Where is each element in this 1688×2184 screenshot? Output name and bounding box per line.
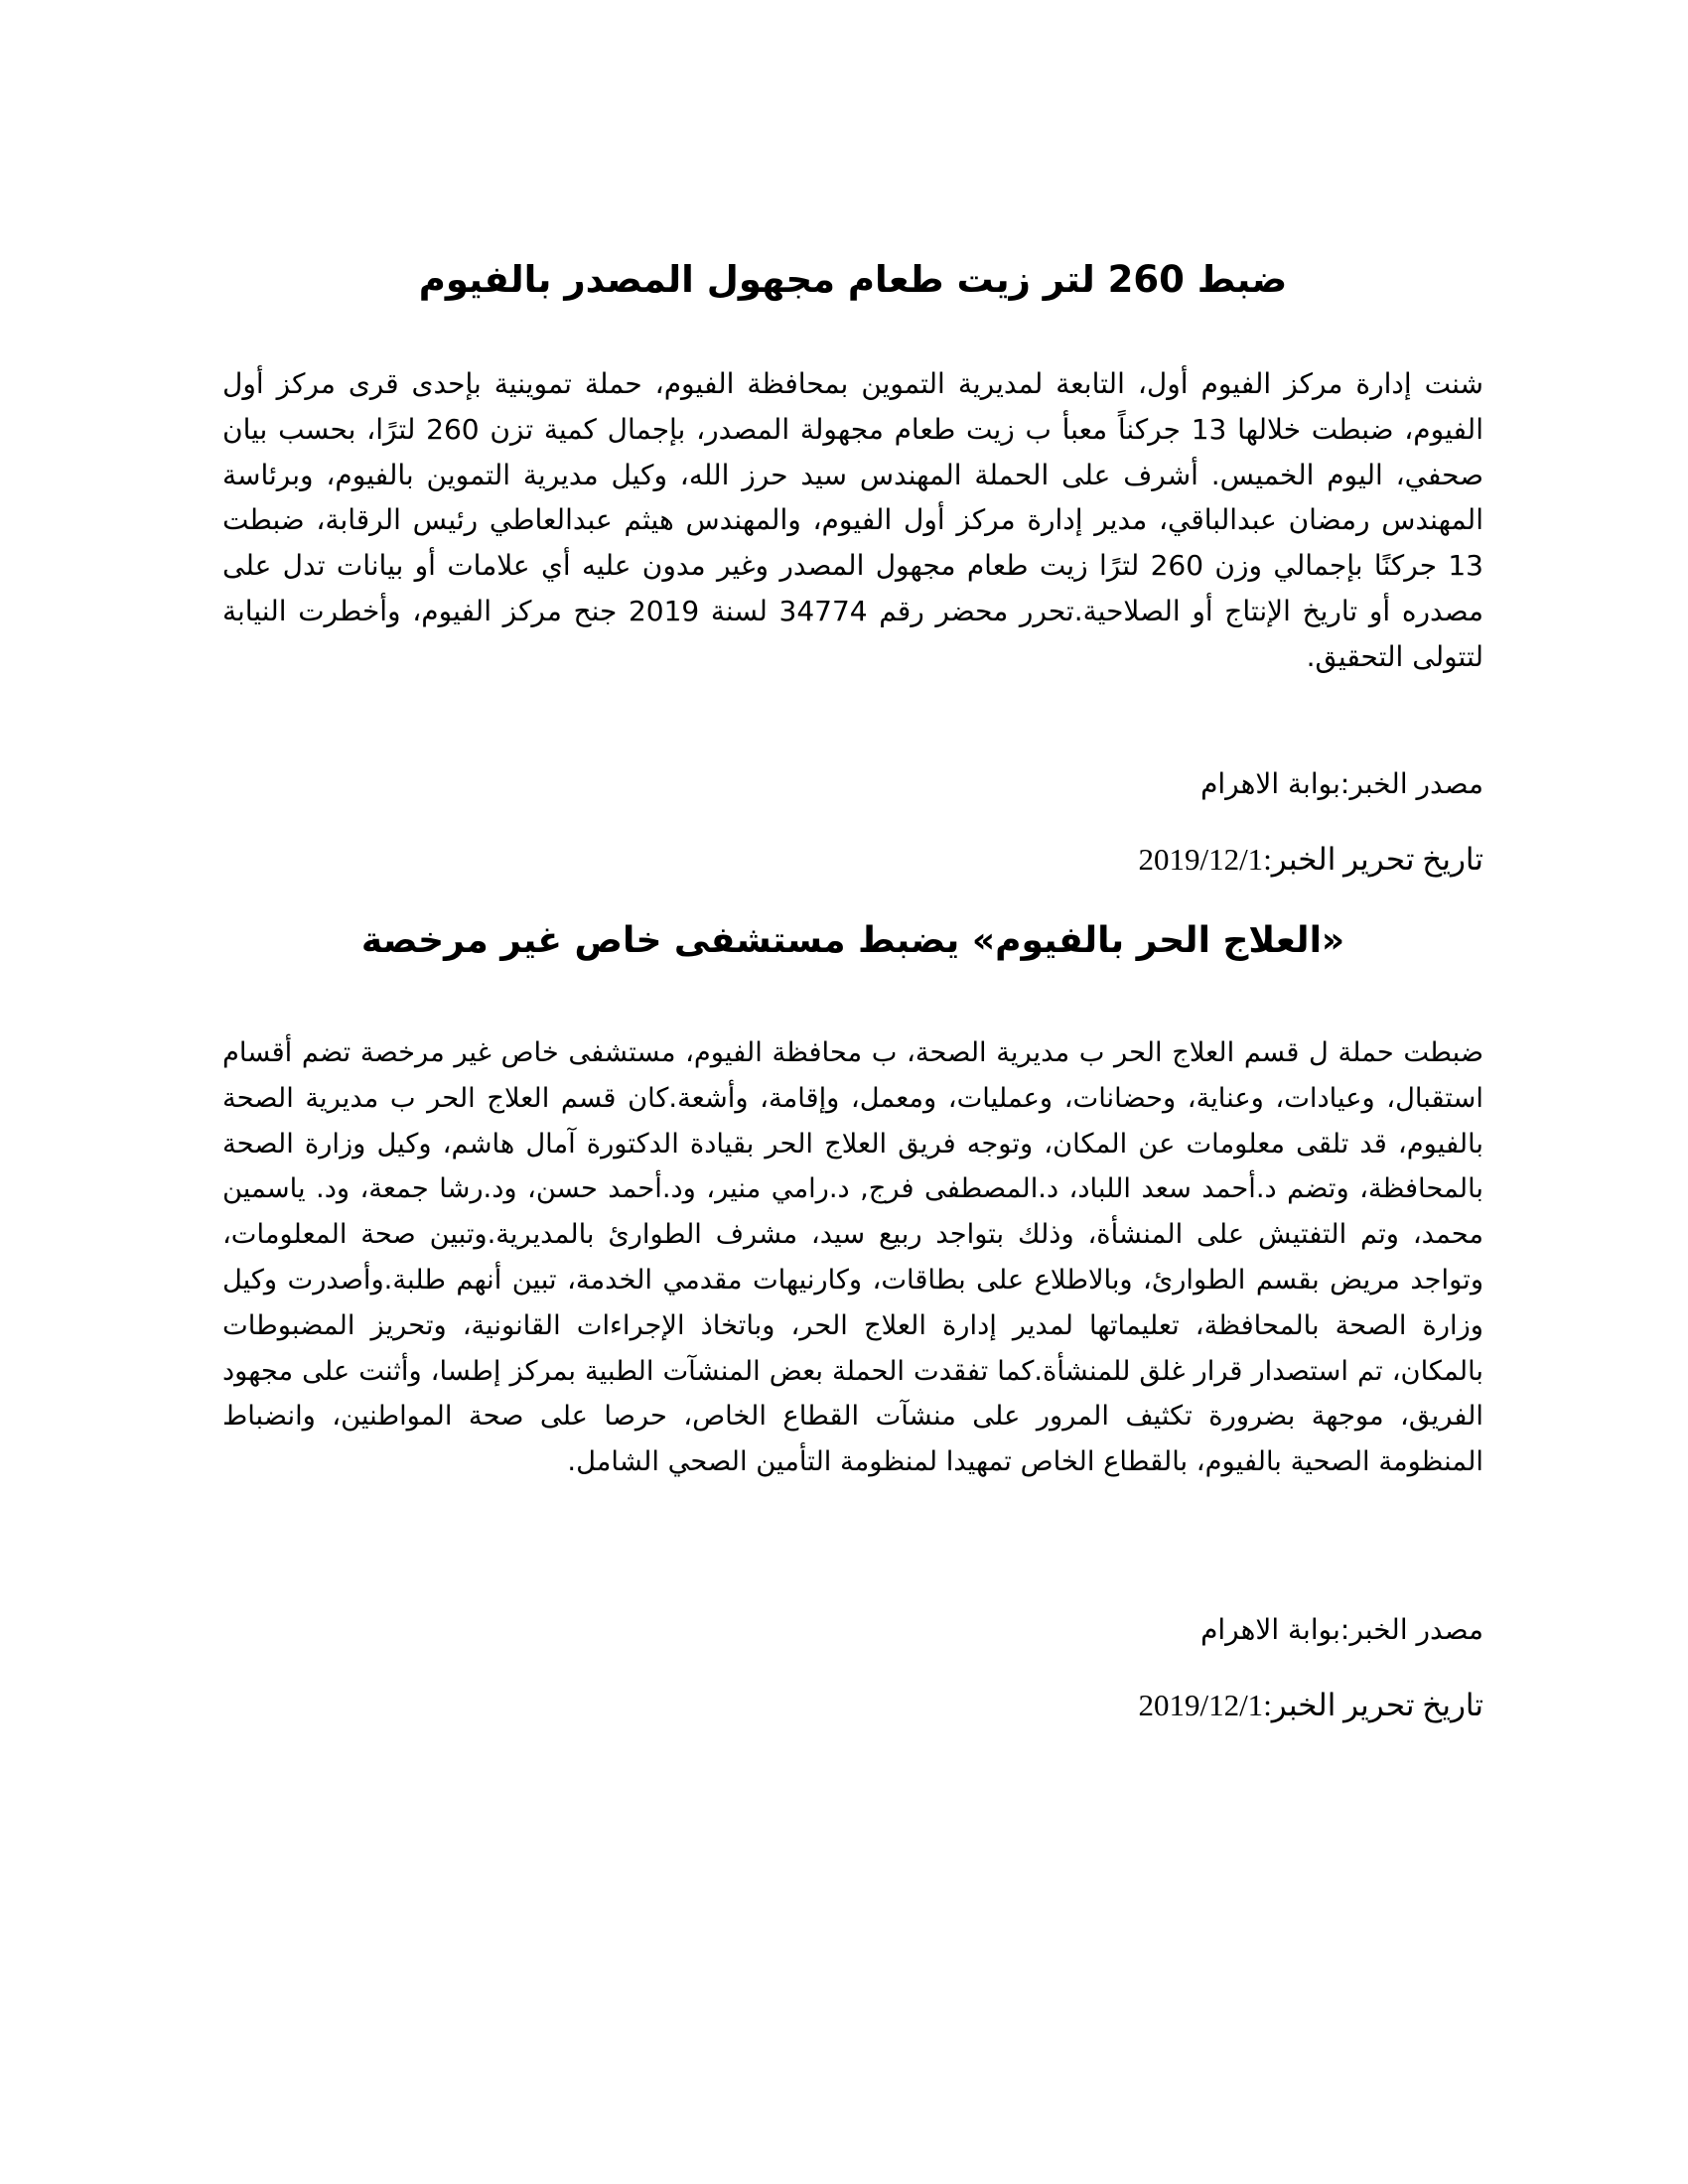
document-page [222, 0, 1483, 2184]
article-body: شنت إدارة مركز الفيوم أول، التابعة لمديرية التموين بمحافظة الفيوم، حملة تموينية بإحدى قرى مركز أول الفيوم، ضبطت خلالها 13 جركناً معبأ ب زيت طعام مجهولة المصدر، بإجمال كمية تزن 260 لترًا، بحسب بيان صحفي، اليوم الخميس. أشرف على الحملة المهندس سيد حرز الله، وكيل مديرية التموين بالفيوم، وبرئاسة المهندس رمضان عبدالباقي، مدير إدارة مركز أول الفيوم، والمهندس هيثم عبدالعاطي رئيس الرقابة، ضبطت 13 جركنًا بإجمالي وزن 260 لترًا زيت طعام مجهول المصدر وغير مدون عليه أي علامات أو بيانات تدل على مصدره أو تاريخ الإنتاج أو الصلاحية.تحرر محضر رقم 34774 لسنة 2019 جنح مركز الفيوم، وأخطرت النيابة لتتولى التحقيق. [222, 367, 1483, 673]
news-article-hospital-closure [222, 911, 1483, 1722]
article-date: تاريخ تحرير الخبر:2019/12/1 [1138, 1688, 1483, 1722]
article-source: مصدر الخبر:بوابة الاهرام [1200, 1613, 1483, 1646]
article-headline: «العلاج الحر بالفيوم» يضبط مستشفى خاص غير مرخصة [360, 920, 1345, 961]
article-headline: ضبط 260 لتر زيت طعام مجهول المصدر بالفيوم [418, 258, 1288, 301]
article-body: ضبطت حملة ل قسم العلاج الحر ب مديرية الصحة، ب محافظة الفيوم، مستشفى خاص غير مرخصة تضم أقسام استقبال، وعيادات، وعناية، وحضانات، وعمليات، ومعمل، وإقامة، وأشعة.كان قسم العلاج الحر ب مديرية الصحة بالفيوم، قد تلقى معلومات عن المكان، وتوجه فريق العلاج الحر بقيادة الدكتورة آمال هاشم، وكيل وزارة الصحة بالمحافظة، وتضم د.أحمد سعد اللباد، د.المصطفى فرج, د.رامي منير، ود.أحمد حسن، ود.رشا جمعة، ود. ياسمين محمد، وتم التفتيش على المنشأة، وذلك بتواجد ربيع سيد، مشرف الطوارئ بالمديرية.وتبين صحة المعلومات، وتواجد مريض بقسم الطوارئ، وبالاطلاع على بطاقات، وكارنيهات مقدمي الخدمة، تبين أنهم طلبة.وأصدرت وكيل وزارة الصحة بالمحافظة، تعليماتها لمدير إدارة العلاج الحر، وباتخاذ الإجراءات القانونية، وتحريز المضبوطات بالمكان، تم استصدار قرار غلق للمنشأة.كما تفقدت الحملة بعض المنشآت الطبية بمركز إطسا، وأثنت على مجهود الفريق، موجهة بضرورة تكثيف المرور على منشآت القطاع الخاص، حرصا على صحة المواطنين، وانضباط المنظومة الصحية بالفيوم، بالقطاع الخاص تمهيدا لمنظومة التأمين الصحي الشامل. [222, 1037, 1483, 1478]
news-article-oil-seizure [222, 250, 1483, 877]
article-source: مصدر الخبر:بوابة الاهرام [1200, 767, 1483, 800]
article-date: تاريخ تحرير الخبر:2019/12/1 [1138, 842, 1483, 877]
